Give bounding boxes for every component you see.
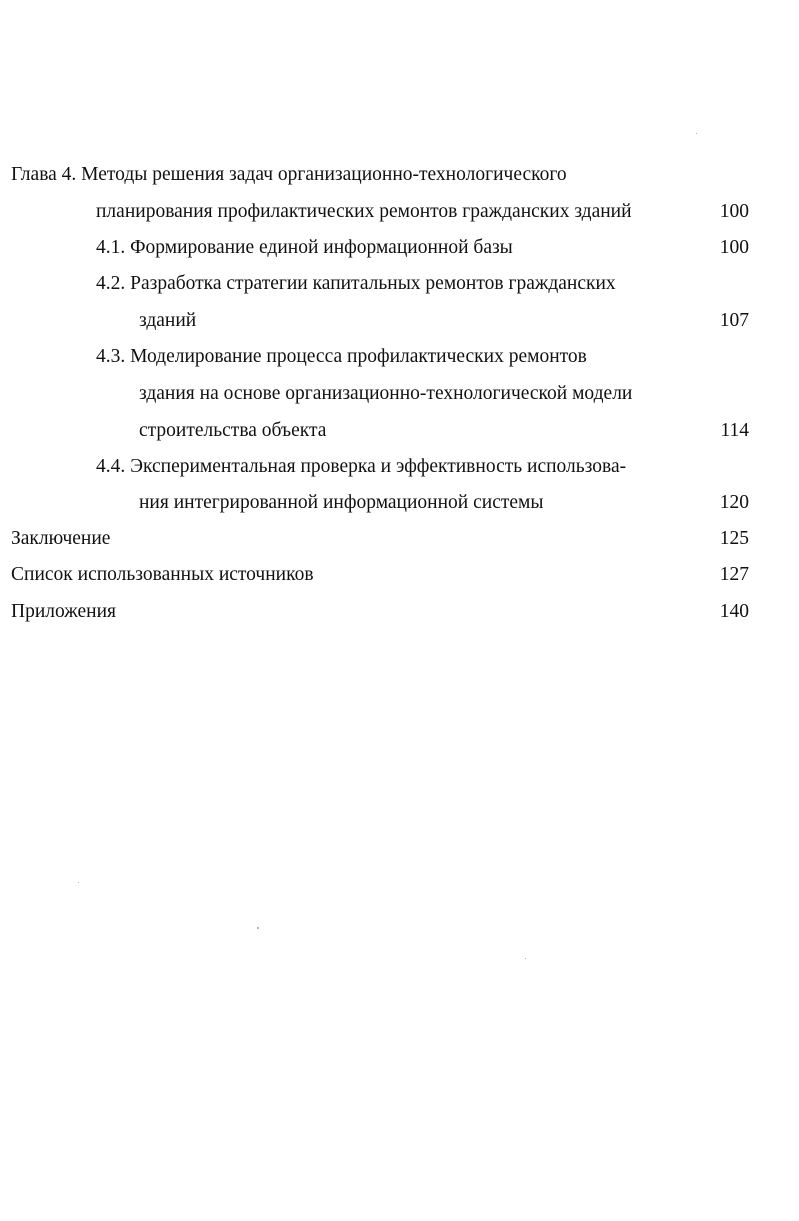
scan-speck xyxy=(525,958,526,959)
toc-entry-text-line: 4.3. Моделирование процесса профилактических ремонтов xyxy=(96,346,587,367)
toc-page-number: 100 xyxy=(719,201,749,222)
toc-entry-text-line: Список использованных источников xyxy=(11,564,314,585)
toc-entry-text-line: 4.1. Формирование единой информационной базы xyxy=(96,237,513,258)
toc-entry-text-line: 4.4. Экспериментальная проверка и эффективность использова- xyxy=(96,456,627,477)
toc-entry-text-line: 4.2. Разработка стратегии капитальных ремонтов гражданских xyxy=(96,273,616,294)
toc-entry-text-line: Приложения xyxy=(11,601,116,622)
toc-entry-text-line: Глава 4. Методы решения задач организационно-технологического xyxy=(11,164,567,185)
toc-page-number: 120 xyxy=(719,492,749,513)
toc-entry-text-line: строительства объекта xyxy=(139,420,327,441)
toc-page-number: 100 xyxy=(719,237,749,258)
toc-entry-text-line: здания на основе организационно-технологической модели xyxy=(139,383,633,404)
toc-entry-text-line: планирования профилактических ремонтов гражданских зданий xyxy=(96,201,632,222)
toc-page-number: 125 xyxy=(719,528,749,549)
scan-speck xyxy=(696,133,697,134)
scan-speck xyxy=(78,882,79,883)
toc-page-number: 114 xyxy=(720,420,749,441)
toc-page-number: 127 xyxy=(719,564,749,585)
toc-page-number: 107 xyxy=(719,310,749,331)
toc-entry-text-line: зданий xyxy=(139,310,197,331)
toc-entry-text-line: ния интегрированной информационной системы xyxy=(139,492,544,513)
toc-entry-text-line: Заключение xyxy=(11,528,111,549)
toc-page-number: 140 xyxy=(719,601,749,622)
scan-speck xyxy=(257,927,259,929)
